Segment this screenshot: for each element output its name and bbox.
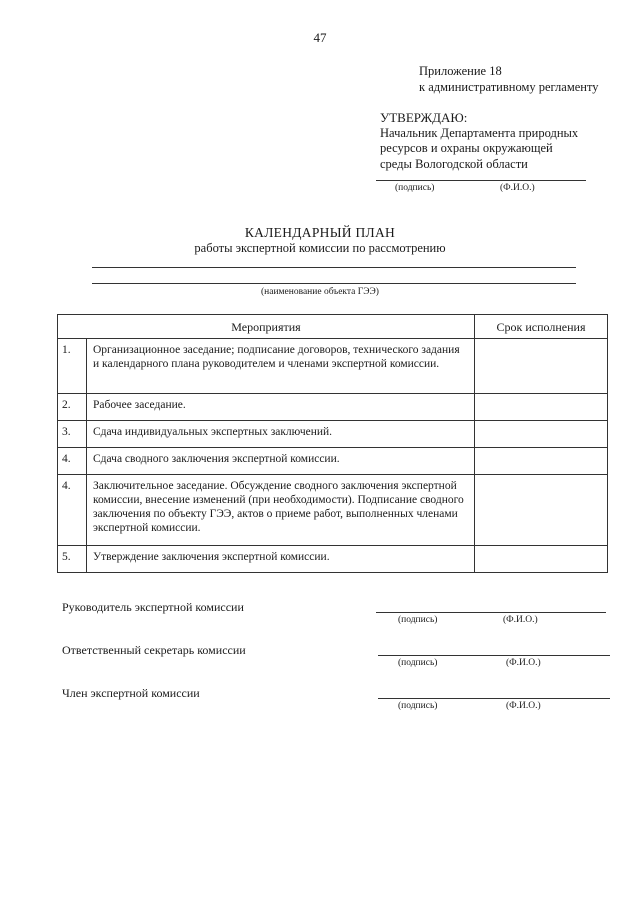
row-term — [475, 339, 608, 394]
signature-label-head: Руководитель экспертной комиссии — [62, 600, 244, 614]
row-event: Сдача сводного заключения экспертной комиссии. — [87, 448, 475, 475]
row-term — [475, 421, 608, 448]
approval-signature-line — [376, 180, 586, 181]
row-event: Сдача индивидуальных экспертных заключений. — [87, 421, 475, 448]
object-name-caption: (наименование объекта ГЭЭ) — [261, 287, 379, 297]
events-table — [57, 314, 608, 573]
row-number: 3. — [58, 421, 87, 448]
signature-label-secretary: Ответственный секретарь комиссии — [62, 643, 246, 657]
row-event: Организационное заседание; подписание договоров, технического задания и календарного плана руководителем и членами экспертной комиссии. — [87, 339, 475, 394]
row-number: 4. — [58, 475, 87, 546]
approval-fio-caption: (Ф.И.О.) — [500, 183, 535, 193]
header-term: Срок исполнения — [475, 315, 608, 339]
approval-block — [380, 110, 578, 172]
approval-line-1: Начальник Департамента природных — [380, 125, 579, 140]
fio-caption-member: (Ф.И.О.) — [506, 701, 541, 711]
row-event: Заключительное заседание. Обсуждение сводного заключения экспертной комиссии, внесение изменений (при необходимости). Подписание сводного заключения по объекту ГЭЭ, актов о приеме работ, выполненных членами экспертной комиссии. — [87, 475, 475, 546]
row-event: Утверждение заключения экспертной комиссии. — [87, 546, 475, 573]
table-row — [58, 421, 608, 448]
row-number: 1. — [58, 339, 87, 394]
table-row — [58, 475, 608, 546]
appendix-note — [419, 63, 599, 95]
approval-title: УТВЕРЖДАЮ: — [380, 110, 468, 125]
table-row — [58, 546, 608, 573]
row-number: 5. — [58, 546, 87, 573]
approval-line-3: среды Вологодской области — [380, 156, 528, 171]
object-name-line-1 — [92, 267, 576, 268]
appendix-line-2: к административному регламенту — [419, 80, 599, 94]
table-row — [58, 394, 608, 421]
header-events: Мероприятия — [58, 315, 475, 339]
appendix-line-1: Приложение 18 — [419, 64, 502, 78]
signature-caption-member: (подпись) — [398, 701, 438, 711]
row-term — [475, 448, 608, 475]
signature-caption-secretary: (подпись) — [398, 658, 438, 668]
plan-subtitle: работы экспертной комиссии по рассмотрению — [194, 241, 446, 255]
approval-line-2: ресурсов и охраны окружающей — [380, 141, 553, 155]
table-header-row — [58, 315, 608, 339]
signature-line-member — [378, 698, 610, 699]
signature-line-secretary — [378, 655, 610, 656]
row-number: 2. — [58, 394, 87, 421]
table-row — [58, 448, 608, 475]
signature-caption-head: (подпись) — [398, 615, 438, 625]
row-term — [475, 394, 608, 421]
row-number: 4. — [58, 448, 87, 475]
approval-signature-caption: (подпись) — [395, 183, 435, 193]
row-term — [475, 546, 608, 573]
page-number: 47 — [313, 30, 327, 45]
row-term — [475, 475, 608, 546]
plan-title: КАЛЕНДАРНЫЙ ПЛАН — [244, 225, 396, 240]
fio-caption-head: (Ф.И.О.) — [503, 615, 538, 625]
signature-label-member: Член экспертной комиссии — [62, 686, 200, 700]
row-event: Рабочее заседание. — [87, 394, 475, 421]
fio-caption-secretary: (Ф.И.О.) — [506, 658, 541, 668]
object-name-line-2 — [92, 283, 576, 284]
table-row — [58, 339, 608, 394]
signature-line-head — [376, 612, 606, 613]
